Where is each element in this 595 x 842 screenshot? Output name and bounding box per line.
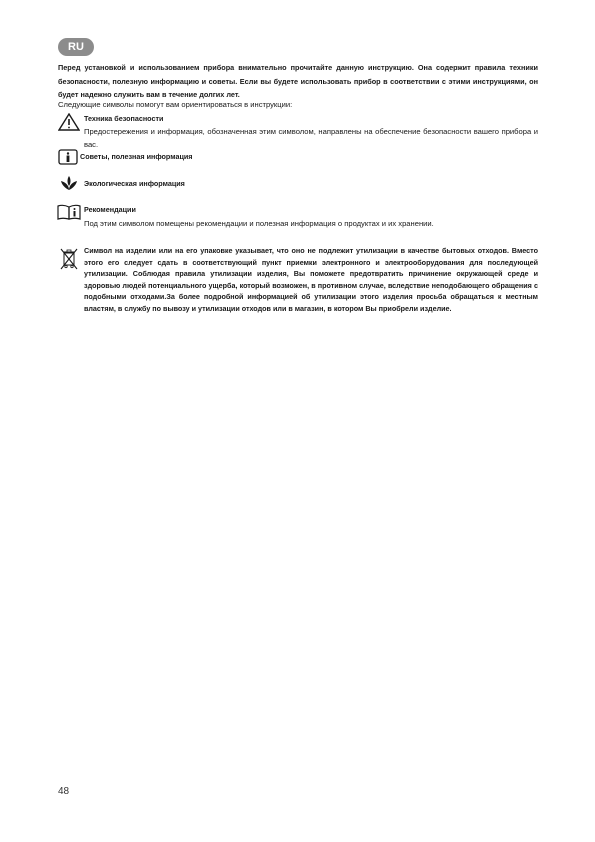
book-info-icon [57, 204, 81, 220]
page-number: 48 [58, 786, 70, 797]
recommendations-description: Под этим символом помещены рекомендации и полезная информация о продуктах и их хранении. [84, 219, 434, 228]
weee-disposal-text: Символ на изделии или на его упаковке указывает, что оно не подлежит утилизации в качестве бытовых отходов. Вместо этого его следует сдать в соответствующий пункт приемки электронного и электрооборудования для последующей утилизации. Соблюдая правила утилизации изделия, Вы поможете предотвратить причинение окружающей среде и здоровью людей потенциального ущерба, который возможен, в противном случае, вследствие неподобающего обращения с подобными отходами.За более подробной информацией об утилизации этого изделия просьба обращаться к местным властям, в службу по вывозу и утилизации отходов или в магазин, в котором Вы приобрели изделие. [84, 246, 538, 313]
safety-description: Предостережения и информация, обозначенная этим символом, направлены на обеспечение безопасности вашего прибора и вас. [84, 127, 538, 149]
intro-paragraph: Перед установкой и использованием прибора внимательно прочитайте данную инструкцию. Она содержит правила техники безопасности, полезную информацию и советы. Если вы будете использовать прибор в соответствии с этими инструкциями, он будет надежно служить вам в течение долгих лет. [58, 63, 538, 99]
symbols-intro: Следующие символы помогут вам ориентироваться в инструкции: [58, 100, 293, 109]
eco-title: Экологическая информация [84, 179, 185, 188]
safety-title: Техника безопасности [84, 114, 164, 123]
crossed-bin-icon [60, 248, 78, 270]
language-badge: RU [58, 38, 94, 56]
recommendations-title: Рекомендации [84, 205, 136, 214]
warning-triangle-icon [58, 113, 80, 131]
info-icon [58, 149, 78, 165]
eco-leaf-icon [60, 175, 78, 191]
tips-title: Советы, полезная информация [80, 152, 193, 161]
